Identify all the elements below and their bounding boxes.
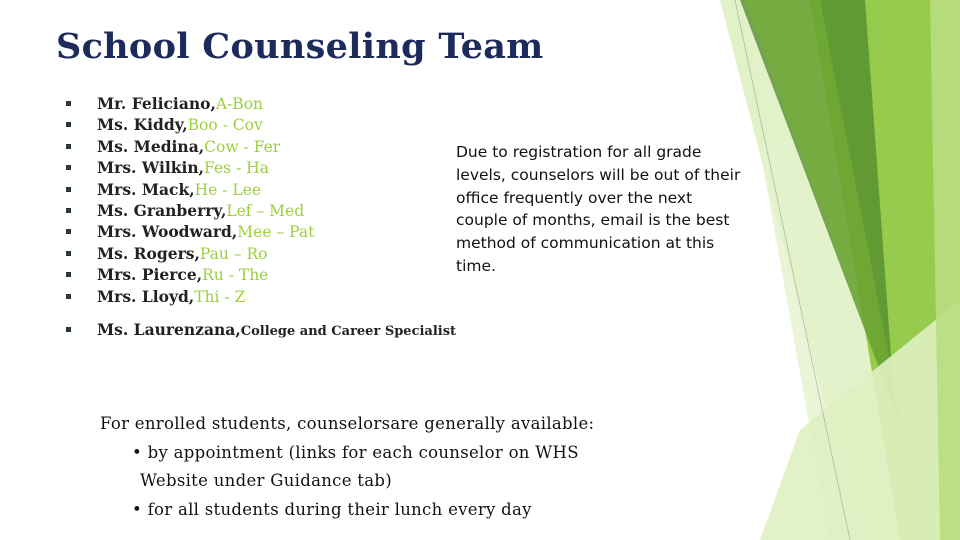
square-bullet-icon <box>66 165 71 170</box>
counselor-name: Mrs. Woodward, <box>97 222 238 242</box>
specialist-role: College and Career Specialist <box>240 323 457 339</box>
list-item <box>62 136 456 157</box>
list-item <box>62 264 456 285</box>
alpha-range: Pau – Ro <box>199 244 268 263</box>
alpha-range: Lef – Med <box>226 201 305 220</box>
registration-notice: Due to registration for all grade levels, counselors will be out of their office frequently over the next couple of months, email is the best method of communication at this time. <box>456 143 741 275</box>
availability-intro: For enrolled students, counselorsare generally available: <box>100 414 595 433</box>
square-bullet-icon <box>66 272 71 277</box>
list-item <box>62 157 456 178</box>
counselor-name: Mr. Feliciano, <box>97 94 216 113</box>
alpha-range: Fes - Ha <box>204 159 269 178</box>
page-title: School Counseling Team <box>56 26 544 67</box>
list-item-specialist <box>62 319 456 340</box>
square-bullet-icon <box>66 294 71 299</box>
alpha-range: Cow - Fer <box>204 137 281 156</box>
square-bullet-icon <box>66 251 71 256</box>
list-item <box>62 243 456 264</box>
alpha-range: A-Bon <box>215 95 264 113</box>
square-bullet-icon <box>66 122 71 127</box>
specialist-name: Ms. Laurenzana, <box>97 319 241 339</box>
alpha-range: Mee – Pat <box>237 223 315 242</box>
square-bullet-icon <box>66 187 71 192</box>
availability-section <box>100 410 594 524</box>
list-item <box>62 200 456 221</box>
counselor-name: Ms. Medina, <box>97 136 205 156</box>
counselor-name: Mrs. Lloyd, <box>97 286 195 306</box>
availability-item-lunch: • for all students during their lunch every day <box>132 499 532 519</box>
list-item <box>62 114 456 135</box>
counselor-name: Mrs. Mack, <box>97 179 195 199</box>
availability-item-appointment: • by appointment (links for each counselor on WHS <box>132 442 579 462</box>
counselor-name: Ms. Granberry, <box>97 200 227 220</box>
list-item <box>62 93 456 114</box>
counselor-name: Ms. Rogers, <box>97 243 200 263</box>
alpha-range: Boo - Cov <box>187 116 263 135</box>
counselor-list <box>62 93 456 340</box>
alpha-range: He - Lee <box>194 180 262 199</box>
list-item <box>62 179 456 200</box>
list-item <box>62 286 456 307</box>
counselor-name: Ms. Kiddy, <box>97 115 188 135</box>
counselor-name: Mrs. Pierce, <box>97 265 203 285</box>
counselor-name: Mrs. Wilkin, <box>97 158 205 178</box>
square-bullet-icon <box>66 327 71 332</box>
list-item <box>62 221 456 242</box>
square-bullet-icon <box>66 144 71 149</box>
alpha-range: Thi - Z <box>194 287 246 306</box>
square-bullet-icon <box>66 208 71 213</box>
square-bullet-icon <box>66 229 71 234</box>
alpha-range: Ru - The <box>202 266 269 285</box>
square-bullet-icon <box>66 101 71 106</box>
availability-item-appointment-cont: Website under Guidance tab) <box>140 471 392 490</box>
